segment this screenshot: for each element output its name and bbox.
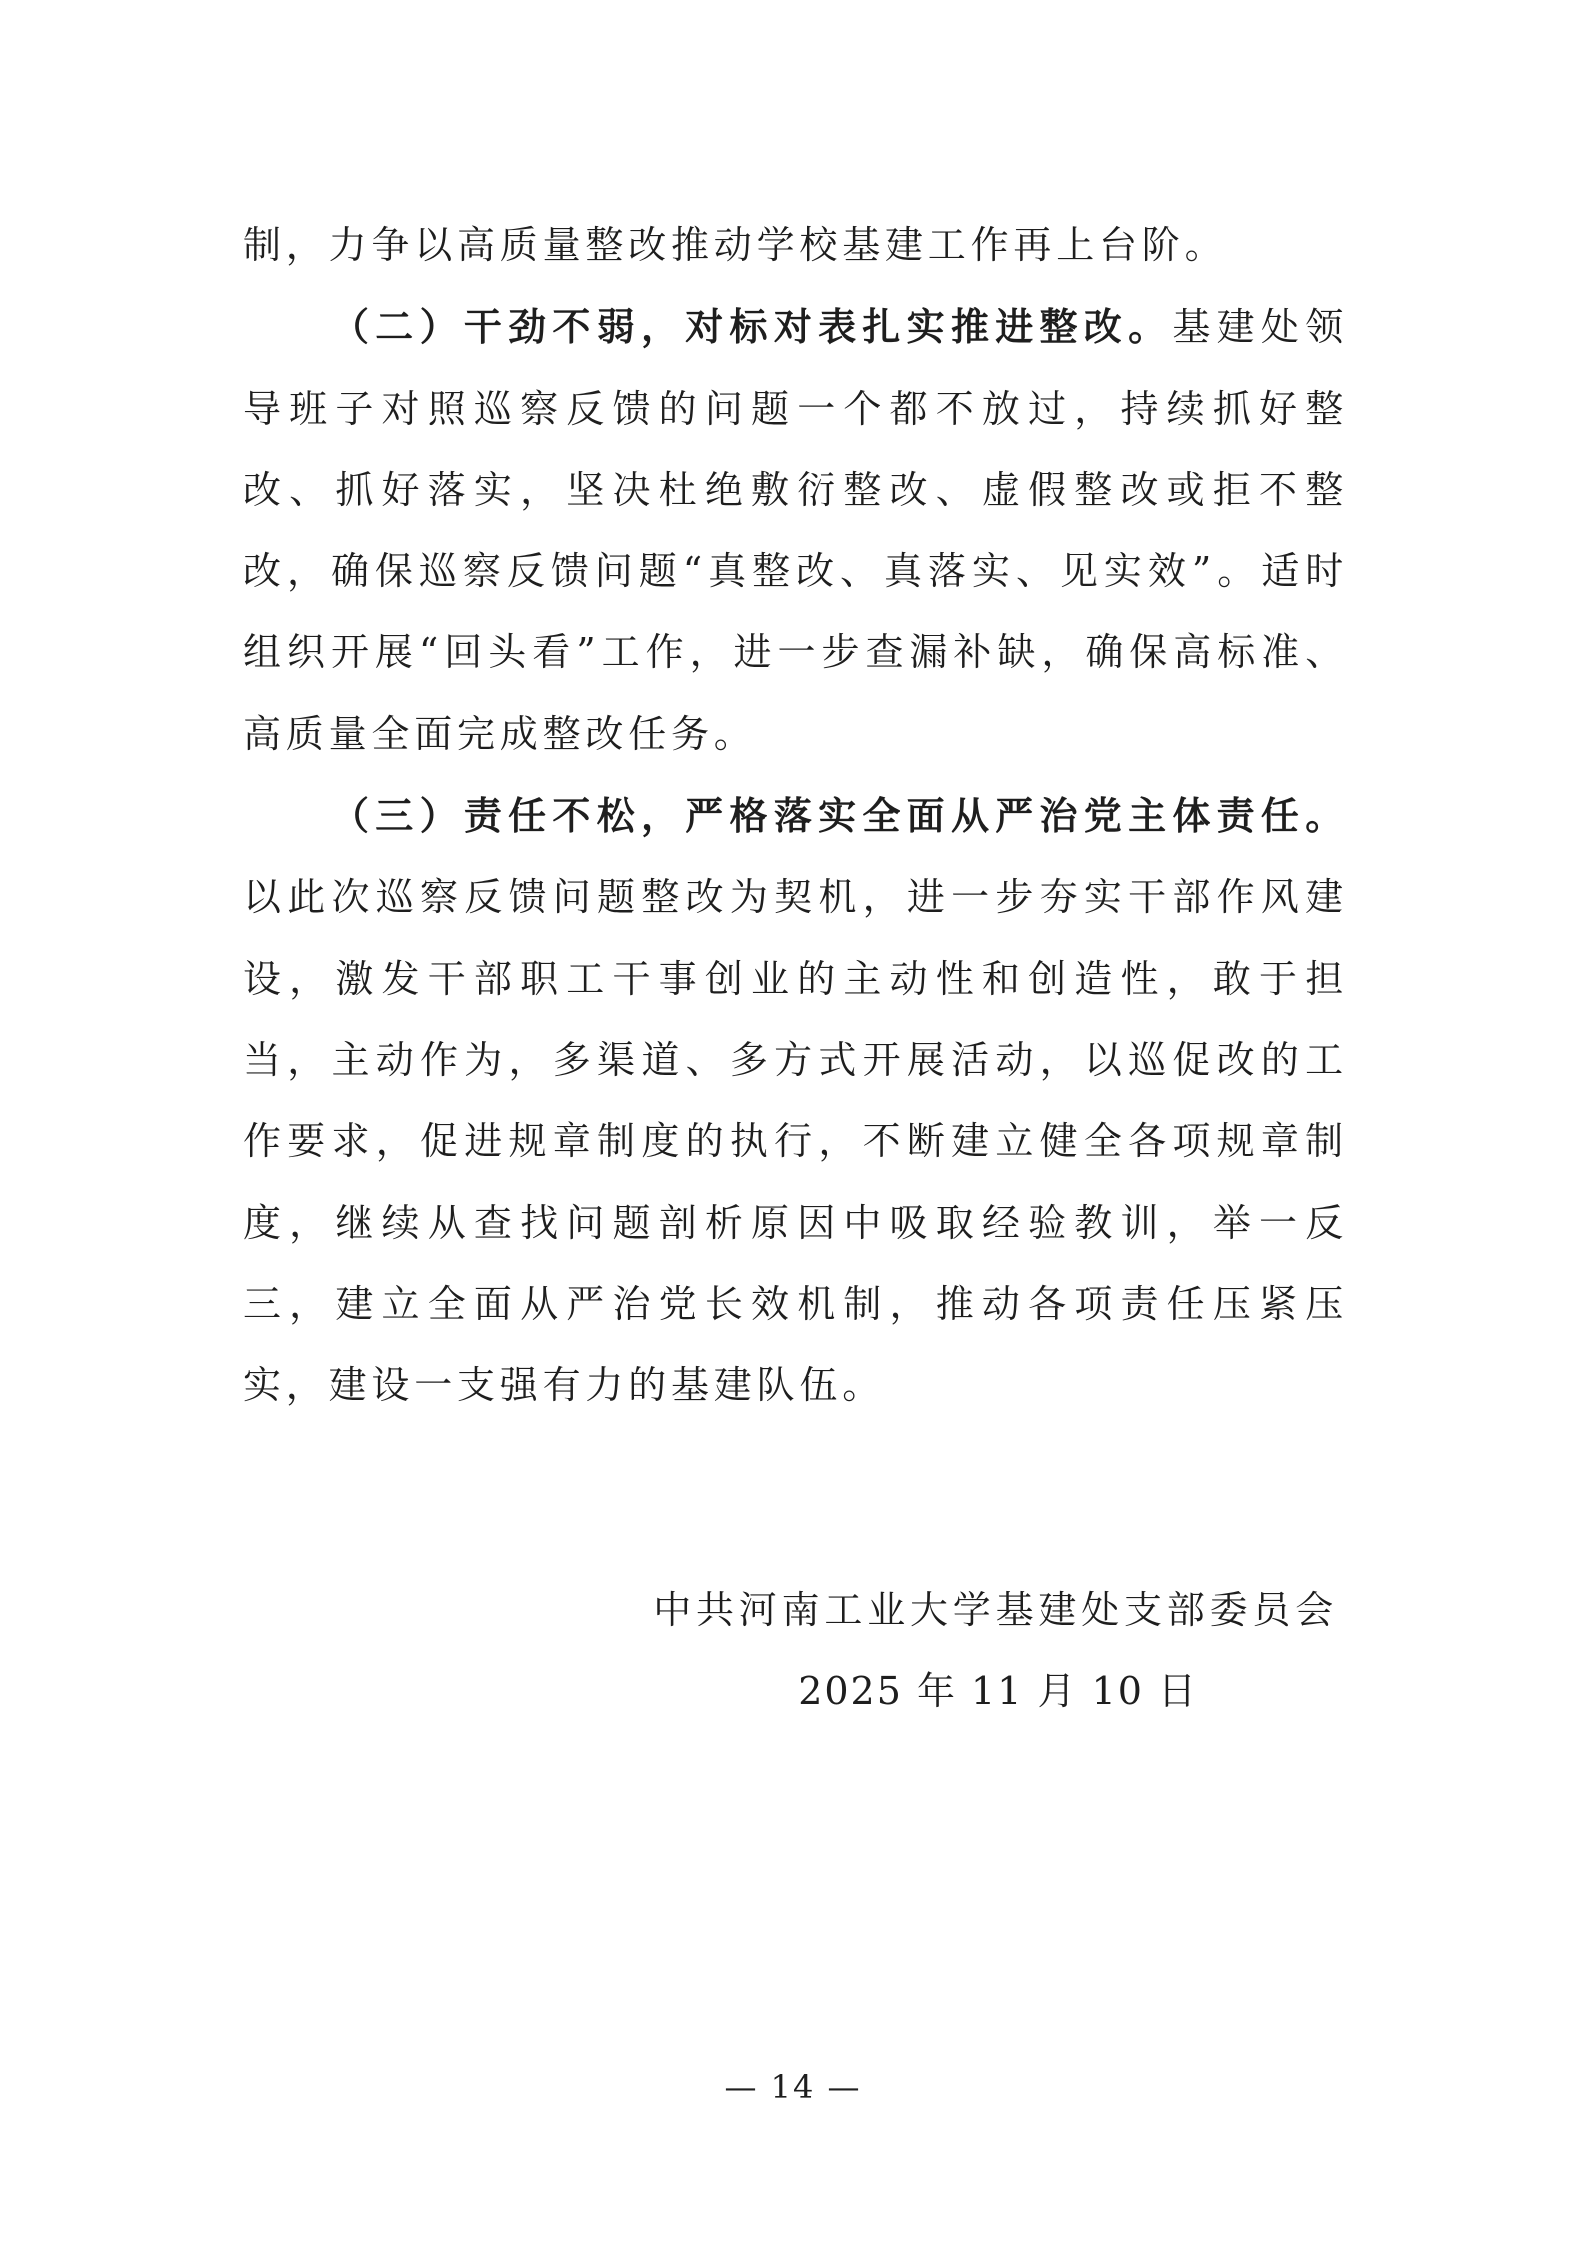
document-body <box>243 205 1348 1426</box>
paragraph-text: 制，力争以高质量整改推动学校基建工作再上台阶。 <box>243 223 1228 267</box>
paragraph-text: 基建处领导班子对照巡察反馈的问题一个都不放过，持续抓好整改、抓好落实，坚决杜绝敷衍整改、虚假整改或拒不整改，确保巡察反馈问题“真整改、真落实、见实效”。适时组织开展“回头看”工作，进一步查漏补缺，确保高标准、高质量全面完成整改任务。 <box>243 305 1349 756</box>
paragraph-section-3 <box>243 775 1348 1426</box>
paragraph-text: 以此次巡察反馈问题整改为契机，进一步夯实干部作风建设，激发干部职工干事创业的主动性和创造性，敢于担当，主动作为，多渠道、多方式开展活动，以巡促改的工作要求，促进规章制度的执行，不断建立健全各项规章制度，继续从查找问题剖析原因中吸取经验教训，举一反三，建立全面从严治党长效机制，推动各项责任压紧压实，建设一支强有力的基建队伍。 <box>243 875 1348 1408</box>
signature-date: 2025 年 11 月 10 日 <box>798 1669 1198 1713</box>
section-heading-3: （三）责任不松，严格落实全面从严治党主体责任。 <box>331 793 1348 839</box>
page-number: — 14 — <box>724 2068 862 2106</box>
paragraph-section-2 <box>243 286 1348 775</box>
signature-block <box>653 1570 1338 1732</box>
section-heading-2: （二）干劲不弱，对标对表扎实推进整改。 <box>331 304 1173 350</box>
signature-organization: 中共河南工业大学基建处支部委员会 <box>653 1588 1338 1632</box>
paragraph-continuation <box>243 205 1348 286</box>
